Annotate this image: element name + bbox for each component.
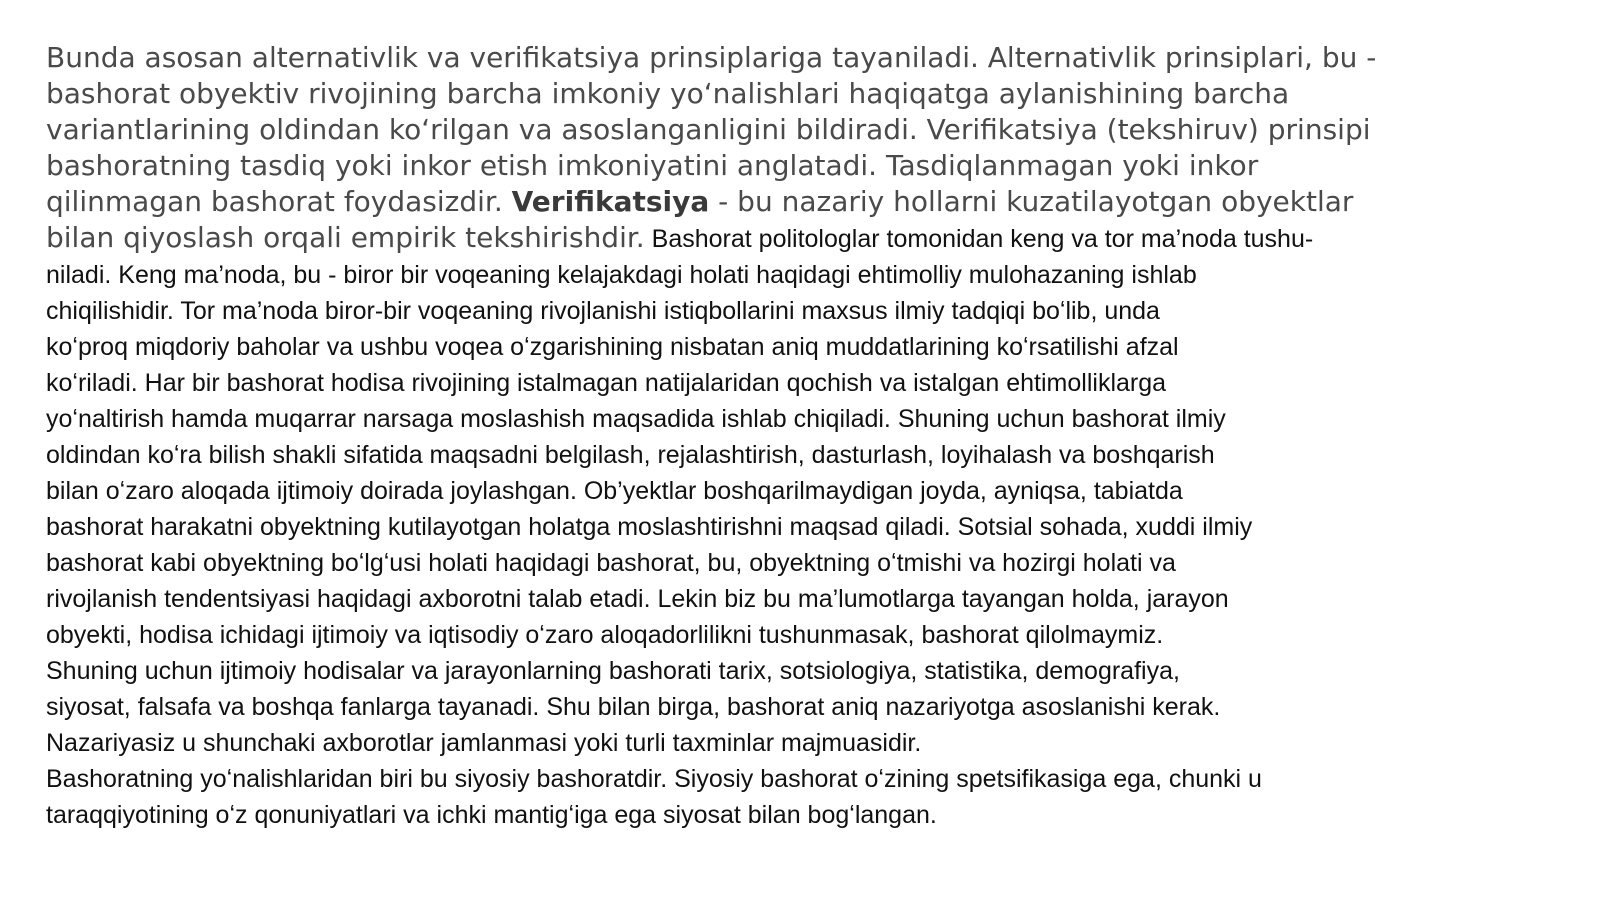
bold-term: Verifikatsiya — [511, 185, 710, 218]
text-line: chiqilishidir. Tor ma’noda biror-bir voqeaning rivojlanishi istiqbollarini maxsus ilmiy tadqiqi boʻlib, unda — [46, 297, 1160, 325]
text-line: bashorat kabi obyektning boʻlgʻusi holati haqidagi bashorat, bu, obyektning oʻtmishi va hozirgi holati va — [46, 549, 1176, 577]
intro-paragraph — [46, 40, 1416, 257]
text-line: koʻproq miqdoriy baholar va ushbu voqea oʻzgarishining nisbatan aniq muddatlarining koʻrsatilishi afzal — [46, 333, 1179, 361]
text-line: variantlarining oldindan koʻrilgan va asoslanganligini bildiradi. Verifikatsiya (tekshiruv) prinsipi — [46, 113, 1371, 146]
text-line: niladi. Keng ma’noda, bu - biror bir voqeaning kelajakdagi holati haqidagi ehtimolliy mulohazaning ishlab — [46, 261, 1197, 289]
text-run: bilan qiyoslash orqali empirik tekshirishdir. — [46, 221, 645, 254]
text-line — [46, 184, 1416, 220]
text-line: Nazariyasiz u shunchaki axborotlar jamlanmasi yoki turli taxminlar majmuasidir. — [46, 729, 922, 757]
document-page — [46, 40, 1416, 833]
text-line: oldindan koʻra bilish shakli sifatida maqsadni belgilash, rejalashtirish, dasturlash, loyihalash va boshqarish — [46, 441, 1215, 469]
text-line: bashorat obyektiv rivojining barcha imkoniy yoʻnalishlari haqiqatga aylanishining barcha — [46, 77, 1290, 110]
body-text-run: Bashorat politologlar tomonidan keng va tor ma’noda tushu- — [644, 225, 1314, 253]
text-line: bilan oʻzaro aloqada ijtimoiy doirada joylashgan. Ob’yektlar boshqarilmaydigan joyda, ayniqsa, tabiatda — [46, 477, 1183, 505]
text-line: obyekti, hodisa ichidagi ijtimoiy va iqtisodiy oʻzaro aloqadorlilikni tushunmasak, bashorat qilolmaymiz. — [46, 621, 1164, 649]
text-line: bashoratning tasdiq yoki inkor etish imkoniyatini anglatadi. Tasdiqlanmagan yoki inkor — [46, 149, 1259, 182]
text-line: Shuning uchun ijtimoiy hodisalar va jarayonlarning bashorati tarix, sotsiologiya, statistika, demografiya, — [46, 657, 1180, 685]
text-line: taraqqiyotining oʻz qonuniyatlari va ichki mantigʻiga ega siyosat bilan bogʻlangan. — [46, 801, 937, 829]
text-line: Bashoratning yoʻnalishlaridan biri bu siyosiy bashoratdir. Siyosiy bashorat oʻzining spetsifikasiga ega, chunki u — [46, 765, 1262, 793]
text-line: siyosat, falsafa va boshqa fanlarga tayanadi. Shu bilan birga, bashorat aniq nazariyotga asoslanishi kerak. — [46, 693, 1221, 721]
body-paragraph — [46, 257, 1416, 833]
text-line: Bunda asosan alternativlik va verifikatsiya prinsiplariga tayaniladi. Alternativlik prinsiplari, bu - — [46, 41, 1377, 74]
text-run: qilinmagan bashorat foydasizdir. — [46, 185, 512, 218]
text-line: koʻriladi. Har bir bashorat hodisa rivojining istalmagan natijalaridan qochish va istalgan ehtimolliklarga — [46, 369, 1167, 397]
text-line: rivojlanish tendentsiyasi haqidagi axborotni talab etadi. Lekin biz bu ma’lumotlarga tayangan holda, jarayon — [46, 585, 1229, 613]
text-run: - bu nazariy hollarni kuzatilayotgan obyektlar — [709, 185, 1354, 218]
text-line: bashorat harakatni obyektning kutilayotgan holatga moslashtirishni maqsad qiladi. Sotsial sohada, xuddi ilmiy — [46, 513, 1253, 541]
text-line — [46, 220, 1416, 257]
text-line: yoʻnaltirish hamda muqarrar narsaga moslashish maqsadida ishlab chiqiladi. Shuning uchun bashorat ilmiy — [46, 405, 1226, 433]
